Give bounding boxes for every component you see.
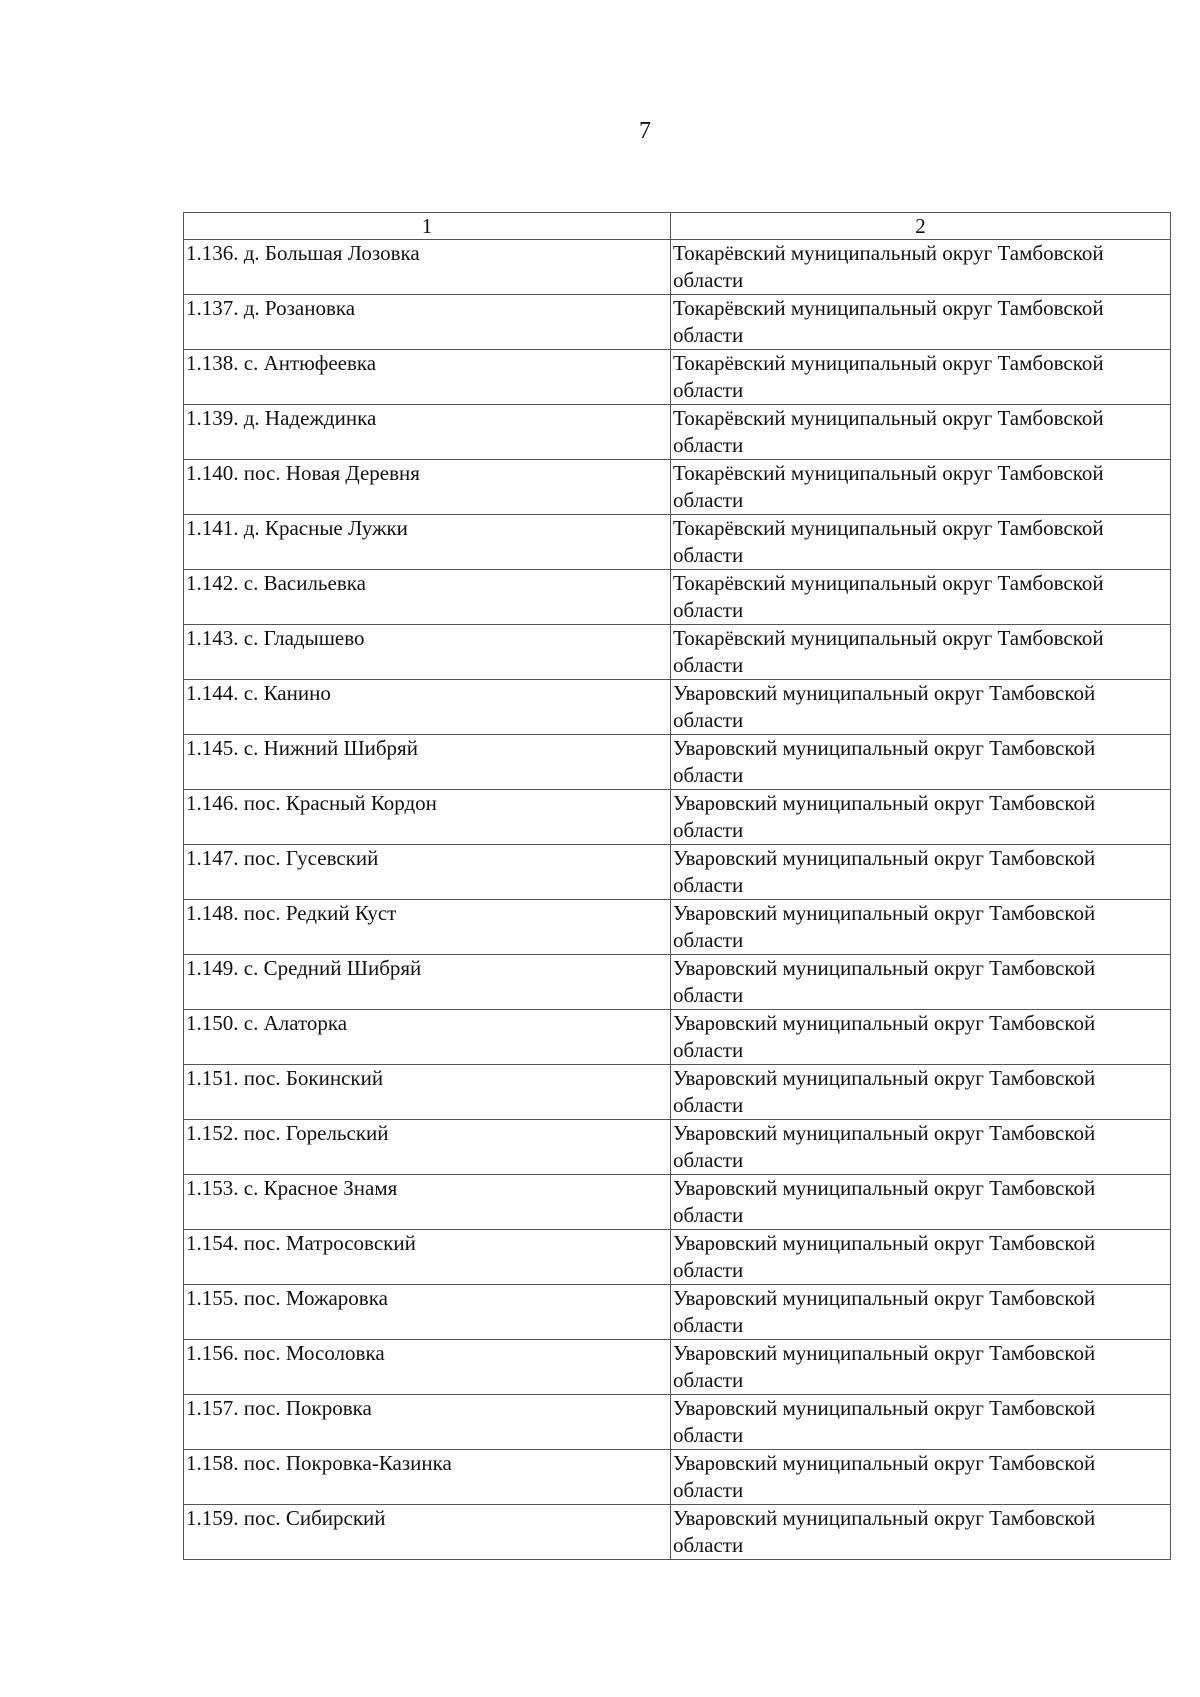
district-cell: Уваровский муниципальный округ Тамбовской области	[671, 900, 1171, 955]
table-row	[184, 1010, 1171, 1065]
table-row	[184, 1340, 1171, 1395]
district-cell: Уваровский муниципальный округ Тамбовской области	[671, 1285, 1171, 1340]
district-cell: Уваровский муниципальный округ Тамбовской области	[671, 1120, 1171, 1175]
district-cell: Токарёвский муниципальный округ Тамбовской области	[671, 295, 1171, 350]
settlement-cell: 1.152. пос. Горельский	[184, 1120, 671, 1175]
table-row	[184, 900, 1171, 955]
district-cell: Уваровский муниципальный округ Тамбовской области	[671, 955, 1171, 1010]
table-row	[184, 1395, 1171, 1450]
settlement-cell: 1.158. пос. Покровка-Казинка	[184, 1450, 671, 1505]
settlement-cell: 1.141. д. Красные Лужки	[184, 515, 671, 570]
table-row	[184, 1450, 1171, 1505]
settlement-cell: 1.145. с. Нижний Шибряй	[184, 735, 671, 790]
table-row	[184, 845, 1171, 900]
table-header-row	[184, 213, 1171, 240]
table-row	[184, 1065, 1171, 1120]
district-cell: Токарёвский муниципальный округ Тамбовской области	[671, 625, 1171, 680]
table-row	[184, 515, 1171, 570]
table-row	[184, 240, 1171, 295]
settlement-cell: 1.150. с. Алаторка	[184, 1010, 671, 1065]
district-cell: Уваровский муниципальный округ Тамбовской области	[671, 1395, 1171, 1450]
district-cell: Уваровский муниципальный округ Тамбовской области	[671, 735, 1171, 790]
settlement-cell: 1.151. пос. Бокинский	[184, 1065, 671, 1120]
table-row	[184, 735, 1171, 790]
district-cell: Уваровский муниципальный округ Тамбовской области	[671, 1175, 1171, 1230]
district-cell: Уваровский муниципальный округ Тамбовской области	[671, 1010, 1171, 1065]
table-row	[184, 1120, 1171, 1175]
settlement-cell: 1.153. с. Красное Знамя	[184, 1175, 671, 1230]
district-cell: Токарёвский муниципальный округ Тамбовской области	[671, 570, 1171, 625]
settlement-cell: 1.156. пос. Мосоловка	[184, 1340, 671, 1395]
table-row	[184, 570, 1171, 625]
table-row	[184, 1230, 1171, 1285]
settlement-cell: 1.139. д. Надеждинка	[184, 405, 671, 460]
district-cell: Уваровский муниципальный округ Тамбовской области	[671, 1340, 1171, 1395]
table-row	[184, 405, 1171, 460]
table-row	[184, 460, 1171, 515]
settlement-cell: 1.155. пос. Можаровка	[184, 1285, 671, 1340]
table-row	[184, 680, 1171, 735]
table-row	[184, 295, 1171, 350]
district-cell: Уваровский муниципальный округ Тамбовской области	[671, 1450, 1171, 1505]
table-row	[184, 955, 1171, 1010]
settlement-cell: 1.149. с. Средний Шибряй	[184, 955, 671, 1010]
district-cell: Токарёвский муниципальный округ Тамбовской области	[671, 405, 1171, 460]
district-cell: Уваровский муниципальный округ Тамбовской области	[671, 1065, 1171, 1120]
table-body	[184, 240, 1171, 1560]
district-cell: Уваровский муниципальный округ Тамбовской области	[671, 845, 1171, 900]
district-cell: Токарёвский муниципальный округ Тамбовской области	[671, 460, 1171, 515]
column-header-2: 2	[671, 213, 1171, 240]
settlement-cell: 1.144. с. Канино	[184, 680, 671, 735]
settlement-cell: 1.143. с. Гладышево	[184, 625, 671, 680]
page-number: 7	[639, 118, 651, 144]
table-row	[184, 1285, 1171, 1340]
settlement-cell: 1.146. пос. Красный Кордон	[184, 790, 671, 845]
table-row	[184, 1175, 1171, 1230]
settlement-cell: 1.159. пос. Сибирский	[184, 1505, 671, 1560]
settlement-cell: 1.136. д. Большая Лозовка	[184, 240, 671, 295]
settlement-cell: 1.154. пос. Матросовский	[184, 1230, 671, 1285]
district-cell: Токарёвский муниципальный округ Тамбовской области	[671, 515, 1171, 570]
district-cell: Уваровский муниципальный округ Тамбовской области	[671, 790, 1171, 845]
settlement-cell: 1.137. д. Розановка	[184, 295, 671, 350]
district-cell: Токарёвский муниципальный округ Тамбовской области	[671, 240, 1171, 295]
column-header-1: 1	[184, 213, 671, 240]
table-row	[184, 350, 1171, 405]
settlement-cell: 1.140. пос. Новая Деревня	[184, 460, 671, 515]
settlements-table	[183, 212, 1171, 1560]
settlement-cell: 1.142. с. Васильевка	[184, 570, 671, 625]
table-row	[184, 625, 1171, 680]
district-cell: Уваровский муниципальный округ Тамбовской области	[671, 1230, 1171, 1285]
settlement-cell: 1.148. пос. Редкий Куст	[184, 900, 671, 955]
settlement-cell: 1.138. с. Антюфеевка	[184, 350, 671, 405]
settlement-cell: 1.147. пос. Гусевский	[184, 845, 671, 900]
district-cell: Уваровский муниципальный округ Тамбовской области	[671, 1505, 1171, 1560]
district-cell: Токарёвский муниципальный округ Тамбовской области	[671, 350, 1171, 405]
district-cell: Уваровский муниципальный округ Тамбовской области	[671, 680, 1171, 735]
table-row	[184, 1505, 1171, 1560]
settlement-cell: 1.157. пос. Покровка	[184, 1395, 671, 1450]
table-row	[184, 790, 1171, 845]
